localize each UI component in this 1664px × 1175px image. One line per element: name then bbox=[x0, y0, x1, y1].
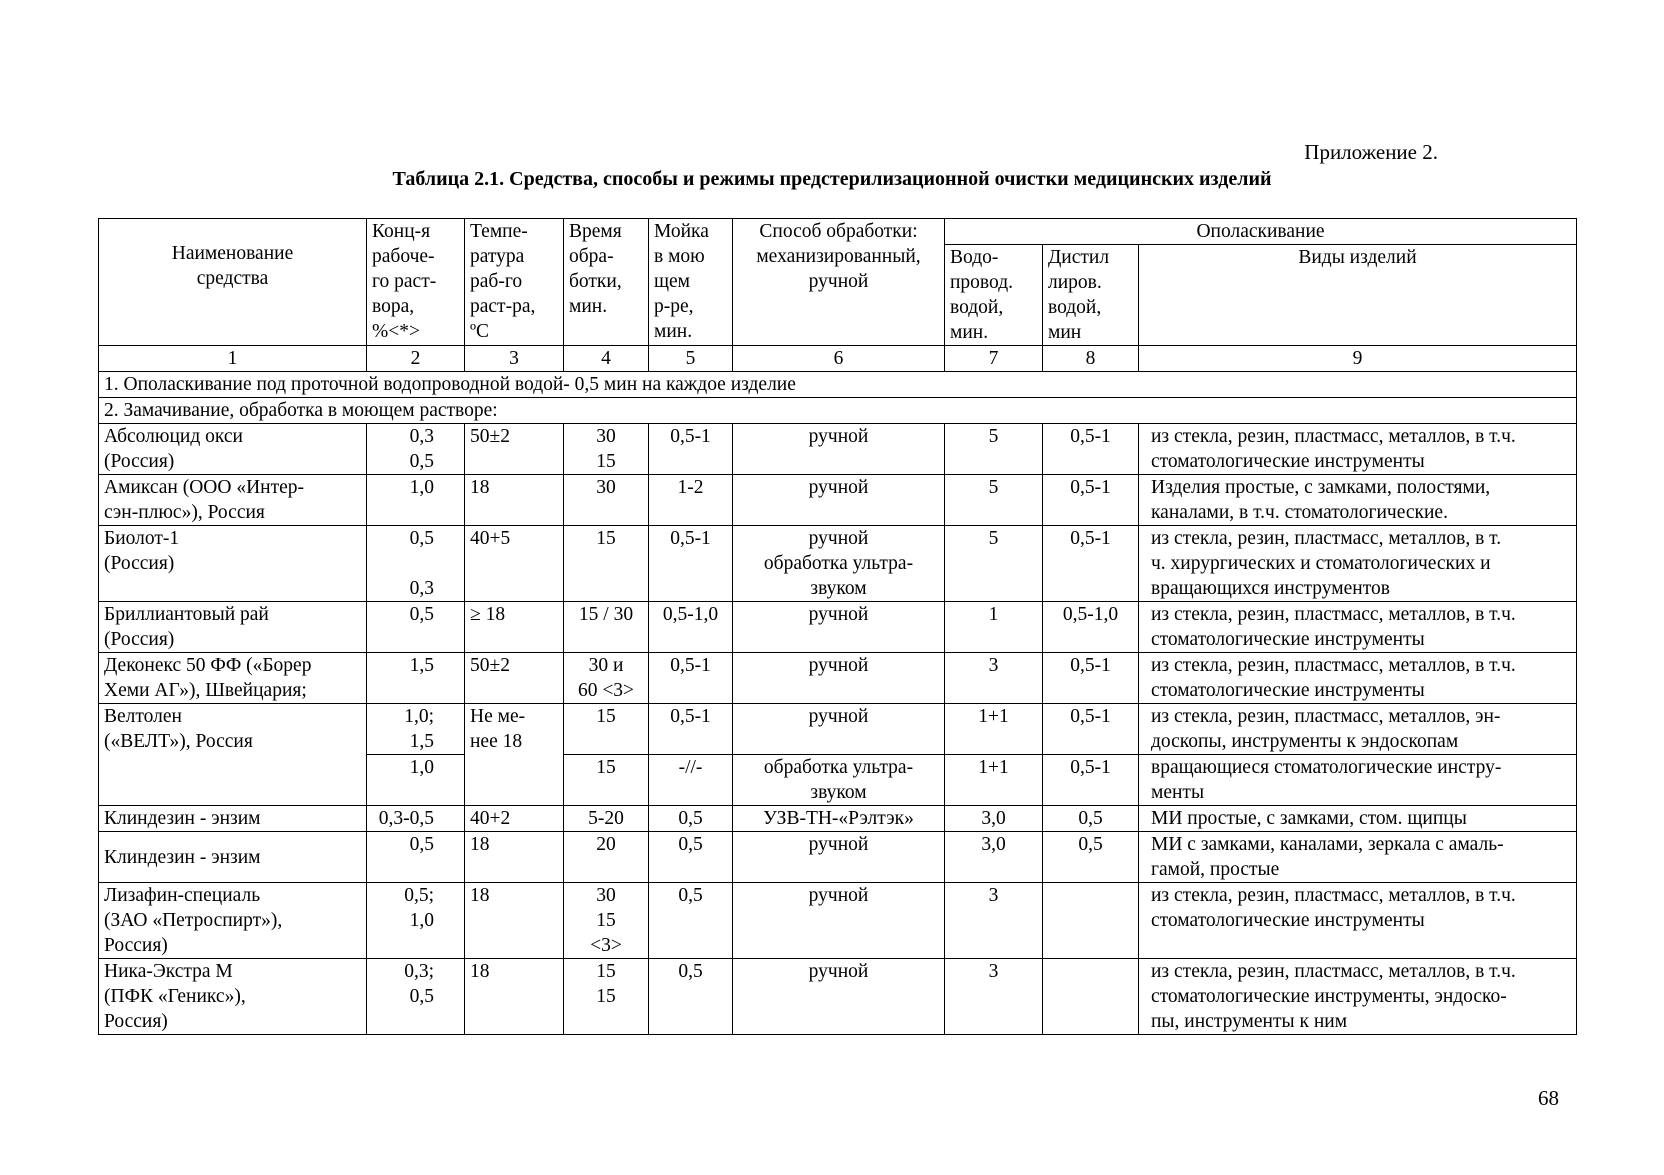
cell-types: Изделия простые, с замками, полостями, каналами, в т.ч. стоматологические. bbox=[1139, 475, 1577, 526]
cell-conc: 1,0; 1,5 bbox=[367, 704, 465, 755]
table-row bbox=[99, 602, 1577, 653]
table-row bbox=[99, 704, 1577, 755]
header-name: Наименование средства bbox=[99, 219, 367, 346]
cell-types: вращающиеся стоматологические инстру- менты bbox=[1139, 755, 1577, 806]
col-number: 2 bbox=[367, 346, 465, 372]
cell-conc: 1,0 bbox=[367, 755, 465, 806]
cell-wash: -//- bbox=[649, 755, 733, 806]
cell-dist: 0,5-1 bbox=[1043, 755, 1139, 806]
cell-temp: 18 bbox=[465, 883, 564, 959]
cell-types: МИ простые, с замками, стом. щипцы bbox=[1139, 806, 1577, 832]
cell-conc: 0,5; 1,0 bbox=[367, 883, 465, 959]
cell-method: ручной bbox=[733, 424, 945, 475]
cell-conc: 0,3; 0,5 bbox=[367, 959, 465, 1035]
cell-conc: 0,3 0,5 bbox=[367, 424, 465, 475]
header-tap-water: Водо- провод. водой, мин. bbox=[945, 245, 1043, 346]
cell-temp: 50±2 bbox=[465, 424, 564, 475]
table-row bbox=[99, 475, 1577, 526]
table-row bbox=[99, 959, 1577, 1035]
cell-dist bbox=[1043, 883, 1139, 959]
cell-name: Биолот-1 (Россия) bbox=[99, 526, 367, 602]
cell-dist: 0,5-1 bbox=[1043, 526, 1139, 602]
col-number: 9 bbox=[1139, 346, 1577, 372]
cell-types: из стекла, резин, пластмасс, металлов, в т.ч. стоматологические инструменты, эндоско- пы, инструменты к ним bbox=[1139, 959, 1577, 1035]
cell-conc: 1,0 bbox=[367, 475, 465, 526]
cell-time: 15 / 30 bbox=[564, 602, 649, 653]
table-row bbox=[99, 883, 1577, 959]
cell-method: ручной bbox=[733, 704, 945, 755]
cell-tap: 1 bbox=[945, 602, 1043, 653]
cell-time: 30 15 bbox=[564, 424, 649, 475]
cell-wash: 0,5 bbox=[649, 806, 733, 832]
cell-name: Амиксан (ООО «Интер- сэн-плюс»), Россия bbox=[99, 475, 367, 526]
cell-temp: Не ме- нее 18 bbox=[465, 704, 564, 806]
cell-tap: 3 bbox=[945, 883, 1043, 959]
header-time: Время обра- ботки, мин. bbox=[564, 219, 649, 346]
cell-method: ручной bbox=[733, 883, 945, 959]
cell-method: УЗВ-ТН-«Рэлтэк» bbox=[733, 806, 945, 832]
header-item-types: Виды изделий bbox=[1139, 245, 1577, 346]
cell-wash: 0,5-1 bbox=[649, 653, 733, 704]
cell-tap: 3,0 bbox=[945, 806, 1043, 832]
cell-name: Клиндезин - энзим bbox=[99, 832, 367, 883]
cell-method: ручной bbox=[733, 959, 945, 1035]
cell-types: из стекла, резин, пластмасс, металлов, в т.ч. стоматологические инструменты bbox=[1139, 602, 1577, 653]
cell-temp: 50±2 bbox=[465, 653, 564, 704]
cell-method: ручной bbox=[733, 602, 945, 653]
table-body-veltolen bbox=[99, 704, 1577, 806]
cell-wash: 0,5 bbox=[649, 832, 733, 883]
cell-time: 20 bbox=[564, 832, 649, 883]
cell-temp: 18 bbox=[465, 832, 564, 883]
table-row bbox=[99, 806, 1577, 832]
cell-types: из стекла, резин, пластмасс, металлов, эн- доскопы, инструменты к эндоскопам bbox=[1139, 704, 1577, 755]
page-number: 68 bbox=[1538, 1086, 1559, 1110]
col-number: 3 bbox=[465, 346, 564, 372]
table-body-part1 bbox=[99, 424, 1577, 704]
cell-method: ручной bbox=[733, 653, 945, 704]
cell-tap: 5 bbox=[945, 475, 1043, 526]
cell-conc: 0,3-0,5 bbox=[367, 806, 465, 832]
cell-wash: 0,5-1 bbox=[649, 526, 733, 602]
caption-label: Таблица 2.1 bbox=[392, 168, 500, 190]
cell-wash: 1-2 bbox=[649, 475, 733, 526]
cell-wash: 0,5 bbox=[649, 883, 733, 959]
col-number: 6 bbox=[733, 346, 945, 372]
header-wash: Мойка в мою щем р-ре, мин. bbox=[649, 219, 733, 346]
cell-method: ручной bbox=[733, 832, 945, 883]
section-soak: 2. Замачивание, обработка в моющем растворе: bbox=[99, 398, 1577, 424]
cell-types: МИ с замками, каналами, зеркала с амаль- гамой, простые bbox=[1139, 832, 1577, 883]
cell-name: Ника-Экстра М (ПФК «Геникс»), Россия) bbox=[99, 959, 367, 1035]
section-rinse: 1. Ополаскивание под проточной водопроводной водой- 0,5 мин на каждое изделие bbox=[99, 372, 1577, 398]
cell-dist: 0,5 bbox=[1043, 806, 1139, 832]
cell-tap: 5 bbox=[945, 526, 1043, 602]
table-row bbox=[99, 526, 1577, 602]
table-head bbox=[99, 219, 1577, 424]
cell-temp: 40+2 bbox=[465, 806, 564, 832]
cell-time: 5-20 bbox=[564, 806, 649, 832]
cell-time: 15 15 bbox=[564, 959, 649, 1035]
cell-wash: 0,5-1 bbox=[649, 424, 733, 475]
cell-temp: 40+5 bbox=[465, 526, 564, 602]
cell-conc: 1,5 bbox=[367, 653, 465, 704]
col-number: 5 bbox=[649, 346, 733, 372]
cell-dist: 0,5-1,0 bbox=[1043, 602, 1139, 653]
cell-tap: 5 bbox=[945, 424, 1043, 475]
cell-tap: 3 bbox=[945, 959, 1043, 1035]
cell-conc: 0,5 bbox=[367, 832, 465, 883]
cell-time: 30 и 60 <3> bbox=[564, 653, 649, 704]
cell-tap: 1+1 bbox=[945, 755, 1043, 806]
cell-types: из стекла, резин, пластмасс, металлов, в т.ч. стоматологические инструменты bbox=[1139, 653, 1577, 704]
table-caption bbox=[0, 167, 1664, 191]
cell-dist: 0,5-1 bbox=[1043, 704, 1139, 755]
cell-temp: 18 bbox=[465, 959, 564, 1035]
cell-types: из стекла, резин, пластмасс, металлов, в т.ч. стоматологические инструменты bbox=[1139, 883, 1577, 959]
cell-time: 30 bbox=[564, 475, 649, 526]
cell-name: Абсолюцид окси (Россия) bbox=[99, 424, 367, 475]
col-number: 1 bbox=[99, 346, 367, 372]
cell-time: 15 bbox=[564, 526, 649, 602]
cell-time: 30 15 <3> bbox=[564, 883, 649, 959]
col-number: 7 bbox=[945, 346, 1043, 372]
cell-temp: 18 bbox=[465, 475, 564, 526]
cell-wash: 0,5-1 bbox=[649, 704, 733, 755]
header-distilled-water: Дистил лиров. водой, мин bbox=[1043, 245, 1139, 346]
cell-types: из стекла, резин, пластмасс, металлов, в т.ч. стоматологические инструменты bbox=[1139, 424, 1577, 475]
table-row bbox=[99, 653, 1577, 704]
cell-name: Клиндезин - энзим bbox=[99, 806, 367, 832]
appendix-label: Приложение 2. bbox=[1304, 140, 1438, 164]
cell-dist: 0,5 bbox=[1043, 832, 1139, 883]
cell-name: Велтолен («ВЕЛТ»), Россия bbox=[99, 704, 367, 806]
cell-tap: 3,0 bbox=[945, 832, 1043, 883]
cell-name: Деконекс 50 ФФ («Борер Хеми АГ»), Швейцария; bbox=[99, 653, 367, 704]
cell-tap: 3 bbox=[945, 653, 1043, 704]
table-body-part2 bbox=[99, 806, 1577, 1035]
cell-method: ручной обработка ультра- звуком bbox=[733, 526, 945, 602]
header-rinse: Ополаскивание bbox=[945, 219, 1577, 245]
header-temp: Темпе- ратура раб-го раст-ра, ºС bbox=[465, 219, 564, 346]
cell-name: Бриллиантовый рай (Россия) bbox=[99, 602, 367, 653]
cell-name: Лизафин-специаль (ЗАО «Петроспирт»), Россия) bbox=[99, 883, 367, 959]
cell-dist: 0,5-1 bbox=[1043, 475, 1139, 526]
cell-time: 15 bbox=[564, 755, 649, 806]
table-row bbox=[99, 832, 1577, 883]
table-row bbox=[99, 424, 1577, 475]
cell-method: обработка ультра- звуком bbox=[733, 755, 945, 806]
cell-dist: 0,5-1 bbox=[1043, 424, 1139, 475]
cell-method: ручной bbox=[733, 475, 945, 526]
cell-wash: 0,5 bbox=[649, 959, 733, 1035]
cell-tap: 1+1 bbox=[945, 704, 1043, 755]
cell-types: из стекла, резин, пластмасс, металлов, в т. ч. хирургических и стоматологических и вращающихся инструментов bbox=[1139, 526, 1577, 602]
cell-dist bbox=[1043, 959, 1139, 1035]
cell-temp: ≥ 18 bbox=[465, 602, 564, 653]
col-number: 4 bbox=[564, 346, 649, 372]
header-conc: Конц-я рабоче- го раст- вора, %<*> bbox=[367, 219, 465, 346]
cell-dist: 0,5-1 bbox=[1043, 653, 1139, 704]
header-method: Способ обработки: механизированный, ручной bbox=[733, 219, 945, 346]
cell-wash: 0,5-1,0 bbox=[649, 602, 733, 653]
col-number: 8 bbox=[1043, 346, 1139, 372]
cell-time: 15 bbox=[564, 704, 649, 755]
cleaning-table bbox=[98, 218, 1577, 1035]
cell-conc: 0,5 bbox=[367, 602, 465, 653]
cell-conc: 0,5 0,3 bbox=[367, 526, 465, 602]
caption-text: . Средства, способы и режимы предстерилизационной очистки медицинских изделий bbox=[499, 168, 1272, 190]
